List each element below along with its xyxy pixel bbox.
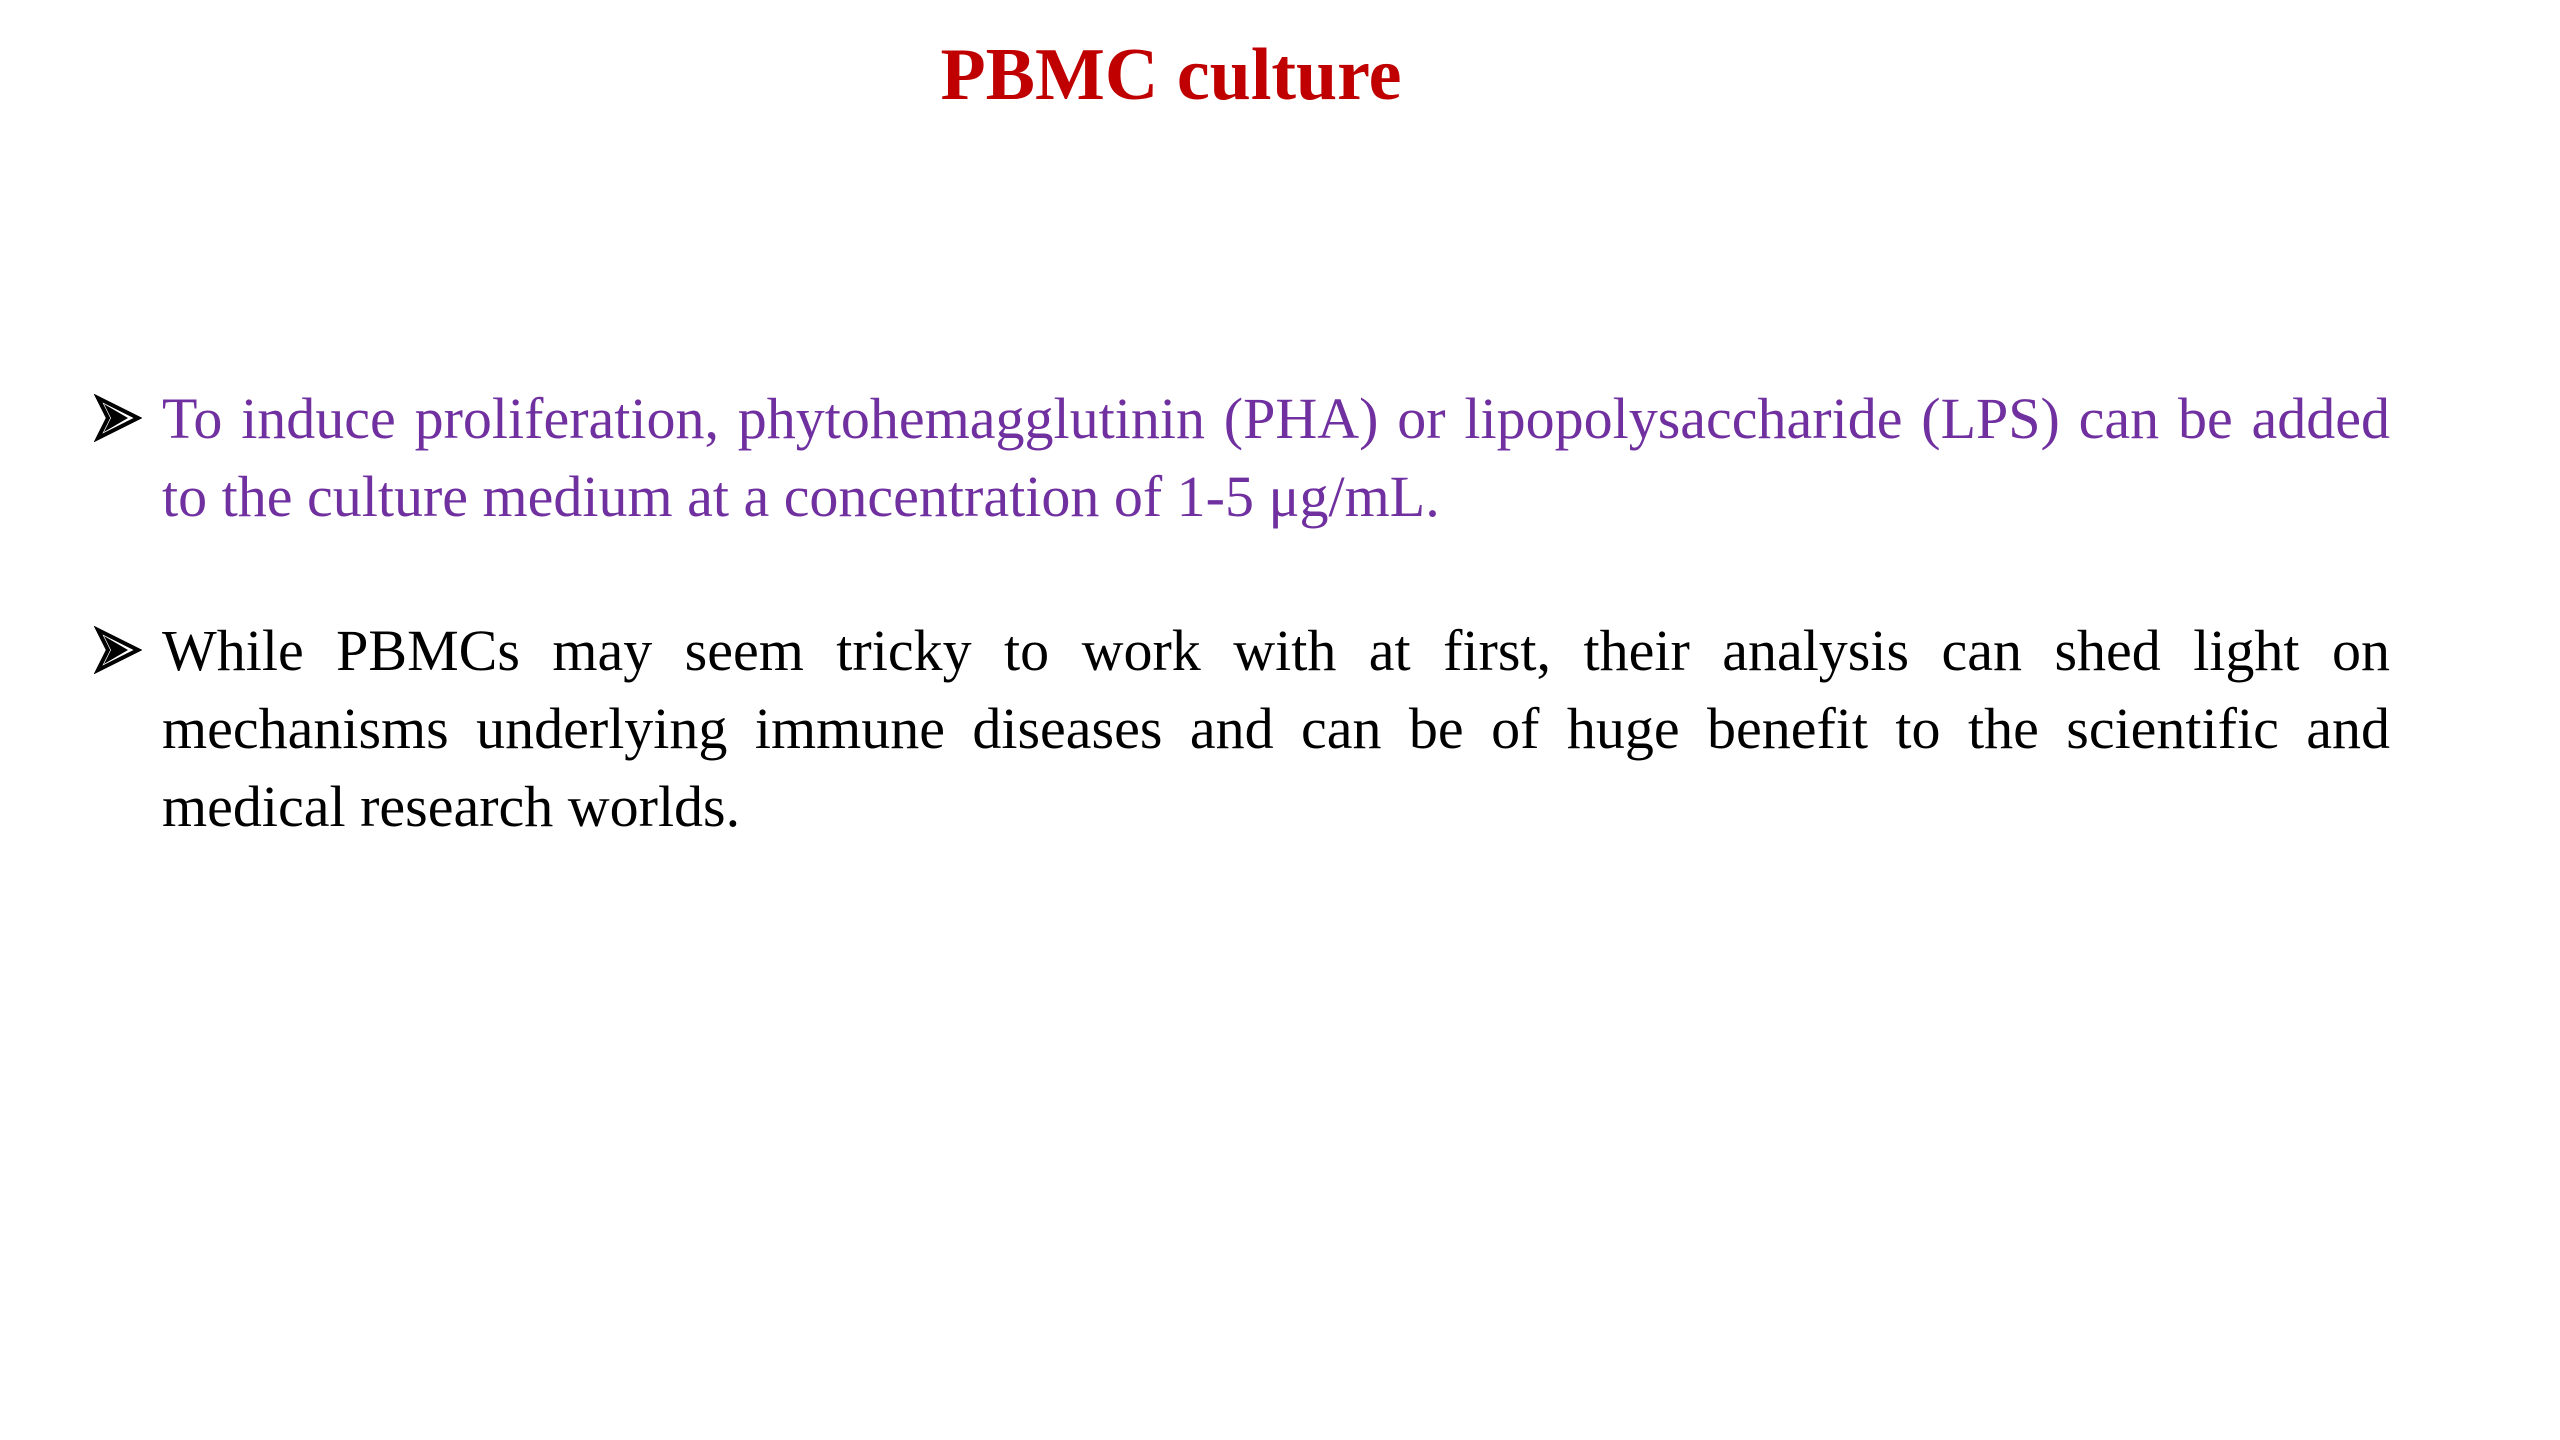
bullet-item-proliferation xyxy=(90,380,2390,536)
arrowhead-bullet-icon xyxy=(94,626,142,674)
slide-title: PBMC culture xyxy=(940,34,1402,116)
bullet-item-pbmc-analysis xyxy=(90,612,2390,846)
bullet-text: While PBMCs may seem tricky to work with at first, their analysis can shed light on mechanisms underlying immune diseases and can be of huge benefit to the scientific and medical research worlds. xyxy=(162,618,2390,839)
arrowhead-bullet-icon xyxy=(94,394,142,442)
bullet-list xyxy=(90,380,2390,846)
bullet-text: To induce proliferation, phytohemagglutinin (PHA) or lipopolysaccharide (LPS) can be added to the culture medium at a concentration of 1-5 μg/mL. xyxy=(162,386,2390,529)
